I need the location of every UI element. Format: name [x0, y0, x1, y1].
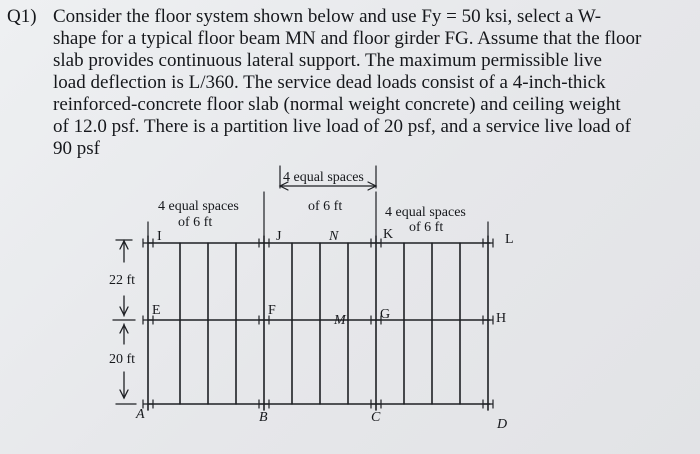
- node-J: J: [276, 229, 282, 244]
- dimension-22ft: 22 ft: [109, 273, 136, 288]
- node-E: E: [152, 303, 161, 318]
- span-1-line-1: 4 equal spaces: [158, 199, 239, 214]
- node-A: A: [136, 407, 145, 422]
- span-1-line-2: of 6 ft: [178, 215, 213, 230]
- floor-beams-bottom-bay: [180, 320, 460, 404]
- dimension-20ft: 20 ft: [109, 352, 136, 367]
- node-I: I: [157, 229, 162, 244]
- question-line-3: slab provides continuous lateral support. The maximum permissible live: [53, 50, 602, 71]
- span-3-line-1: 4 equal spaces: [385, 205, 466, 220]
- question-line-4: load deflection is L/360. The service dead loads consist of a 4-inch-thick: [53, 72, 606, 93]
- span-3-line-2: of 6 ft: [409, 220, 444, 235]
- question-line-2: shape for a typical floor beam MN and floor girder FG. Assume that the floor: [53, 28, 642, 49]
- node-D: D: [497, 417, 508, 432]
- vertical-dimension-line: [113, 240, 136, 404]
- node-labels: [135, 227, 514, 432]
- span-2-line-1: 4 equal spaces: [283, 170, 364, 185]
- span-labels: [158, 170, 466, 235]
- floor-beams-top-bay: [180, 243, 460, 320]
- node-G: G: [380, 307, 391, 322]
- node-F: F: [268, 303, 276, 318]
- column-markers: [143, 239, 493, 408]
- question-line-1: Consider the floor system shown below and use Fy = 50 ksi, select a W-: [53, 6, 602, 27]
- question-line-6: of 12.0 psf. There is a partition live load of 20 psf, and a service live load of: [53, 116, 631, 137]
- node-C: C: [371, 410, 381, 425]
- node-B: B: [259, 410, 268, 425]
- question-line-5: reinforced-concrete floor slab (normal weight concrete) and ceiling weight: [53, 94, 621, 115]
- node-K: K: [383, 227, 394, 242]
- node-L: L: [505, 232, 514, 247]
- node-H: H: [496, 311, 507, 326]
- node-M: M: [334, 313, 346, 328]
- question-number: Q1): [7, 6, 37, 27]
- span-2-line-2: of 6 ft: [308, 199, 343, 214]
- question-line-7: 90 psf: [53, 138, 100, 159]
- node-N: N: [329, 229, 339, 244]
